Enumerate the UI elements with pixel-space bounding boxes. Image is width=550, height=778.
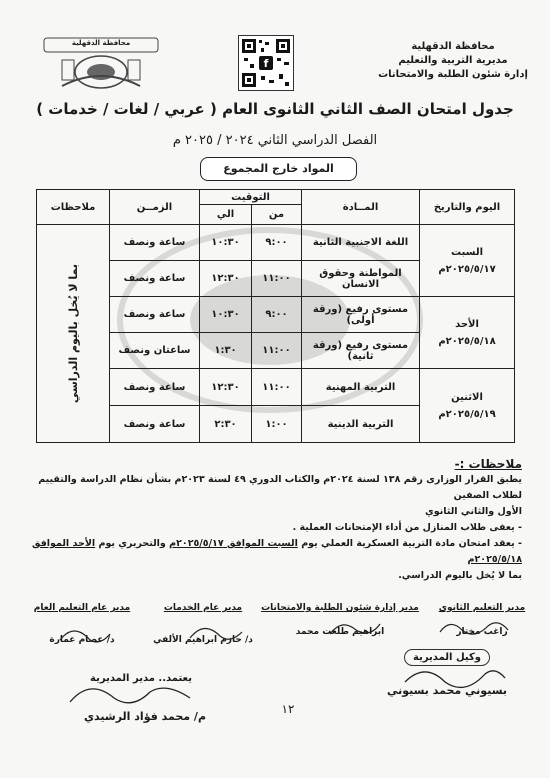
qr-code (238, 35, 294, 91)
day-cell (420, 369, 515, 443)
header-from: من (252, 205, 302, 225)
day-name: الأحد (455, 318, 479, 330)
to-cell: ٢:٣٠ (200, 406, 252, 443)
from-cell: ١١:٠٠ (252, 261, 302, 297)
directorate-label: مديرية التربية والتعليم (398, 55, 508, 66)
note-text: يعفى طلاب المنازل من أداء الإمتحانات العملية . (292, 522, 515, 533)
signature-title: مدير التعليم الثانوي (438, 603, 526, 613)
day-date: ٢٠٢٥/٥/١٨م (438, 335, 496, 347)
duration-cell: ساعة ونصف (110, 261, 200, 297)
from-cell: ٩:٠٠ (252, 297, 302, 333)
section-label: المواد خارج المجموع (200, 157, 357, 181)
notes-section (22, 456, 522, 584)
to-cell: ١٠:٣٠ (200, 297, 252, 333)
note-date: الأحد الموافق ٢٠٢٥/٥/١٨م (32, 538, 522, 565)
note-line: يطبق القرار الوزارى رقم ١٣٨ لسنة ٢٠٢٤م والكتاب الدوري ٤٩ لسنة ٢٠٢٣م بشأن نظام الدراسة والتقييم لطلاب الصفين (38, 474, 522, 501)
duration-cell: ساعة ونصف (110, 225, 200, 261)
header-day-date: اليوم والتاريخ (420, 190, 515, 225)
from-cell: ٩:٠٠ (252, 225, 302, 261)
administration-label: إدارة شئون الطلبة والامتحانات (378, 69, 528, 80)
subject-cell: مستوى رفيع (ورقة أولى) (302, 297, 420, 333)
day-cell (420, 297, 515, 369)
director-name: م/ محمد فؤاد الرشيدي (83, 710, 207, 723)
duration-cell: ساعة ونصف (110, 297, 200, 333)
duration-cell: ساعة ونصف (110, 406, 200, 443)
signature-name: د/ حازم ابراهيم الألفي (153, 635, 253, 645)
day-date: ٢٠٢٥/٥/١٧م (438, 263, 496, 275)
notes-vertical-text: بما لا يُخل باليوم الدراسي (66, 263, 80, 404)
day-name: السبت (450, 246, 484, 258)
from-cell: ١١:٠٠ (252, 369, 302, 406)
subject-cell: اللغة الاجنبية الثانية (302, 225, 420, 261)
governorate-label: محافظة الدقهلية (411, 41, 495, 52)
subject-cell: التربية المهنية (302, 369, 420, 406)
header-duration: الزمــن (110, 190, 200, 225)
from-cell: ١:٠٠ (252, 406, 302, 443)
director-approval-label: يعتمد.. مدير المديرية (90, 673, 192, 684)
to-cell: ١٢:٣٠ (200, 261, 252, 297)
exam-schedule-title: جدول امتحان الصف الثاني الثانوى العام ( عربي / لغات / خدمات ) (36, 100, 514, 118)
day-date: ٢٠٢٥/٥/١٩م (438, 408, 496, 420)
page-number: ١٢ (281, 702, 295, 716)
header-notes: ملاحظات (37, 190, 110, 225)
to-cell: ١:٣٠ (200, 333, 252, 369)
header-timing: التوقيت (200, 190, 302, 205)
to-cell: ١٢:٣٠ (200, 369, 252, 406)
from-cell: ١١:٠٠ (252, 333, 302, 369)
header-subject: المــادة (302, 190, 420, 225)
note-line: - يعفى طلاب المنازل من أداء الإمتحانات العملية . (292, 522, 522, 533)
signature-name: ابراهيم طلعت محمد (295, 627, 385, 637)
signature-title: مدير عام الخدمات (163, 603, 243, 613)
subject-cell: المواطنة وحقوق الانسان (302, 261, 420, 297)
exam-schedule-table (36, 189, 515, 443)
director-signature (60, 684, 210, 712)
ministry-header (378, 40, 528, 82)
subject-cell: مستوى رفيع (ورقة ثانية) (302, 333, 420, 369)
note-line: - يعقد امتحان مادة التربية العسكرية العملي يوم السبت الموافق ٢٠٢٥/٥/١٧م والتحريري يوم الأحد الموافق ٢٠٢٥/٥/١٨م (32, 538, 522, 565)
signature-name: راغب مختار (456, 627, 508, 637)
note-text: والتحريري يوم (98, 538, 166, 549)
notes-title: ملاحظات :- (454, 457, 522, 471)
svg-text:f: f (263, 57, 269, 70)
governorate-logo (42, 36, 160, 94)
duration-cell: ساعة ونصف (110, 369, 200, 406)
signature-name: د/ عصام عمارة (49, 635, 115, 645)
day-cell (420, 225, 515, 297)
note-line: بما لا يُخل باليوم الدراسي. (398, 570, 522, 581)
notes-cell (37, 225, 110, 443)
deputy-name: بسيوني محمد بسيوني (386, 684, 508, 697)
note-date: السبت الموافق ٢٠٢٥/٥/١٧م (169, 538, 298, 549)
subject-cell: التربية الدينية (302, 406, 420, 443)
header-to: الي (200, 205, 252, 225)
to-cell: ١٠:٣٠ (200, 225, 252, 261)
day-name: الاثنين (451, 391, 483, 403)
note-text: يعقد امتحان مادة التربية العسكرية العملي يوم (301, 538, 515, 549)
signature-title: مدير إدارة شئون الطلبة والامتحانات (261, 603, 419, 613)
semester-subtitle: الفصل الدراسي الثاني ٢٠٢٤ / ٢٠٢٥ م (172, 133, 378, 148)
logo-text: محافظة الدقهلية (71, 39, 131, 47)
note-line: الأول والثاني الثانوي (425, 506, 522, 517)
duration-cell: ساعتان ونصف (110, 333, 200, 369)
signature-title: مدير عام التعليم العام (33, 603, 131, 613)
deputy-stamp: وكيل المديرية (404, 649, 490, 666)
